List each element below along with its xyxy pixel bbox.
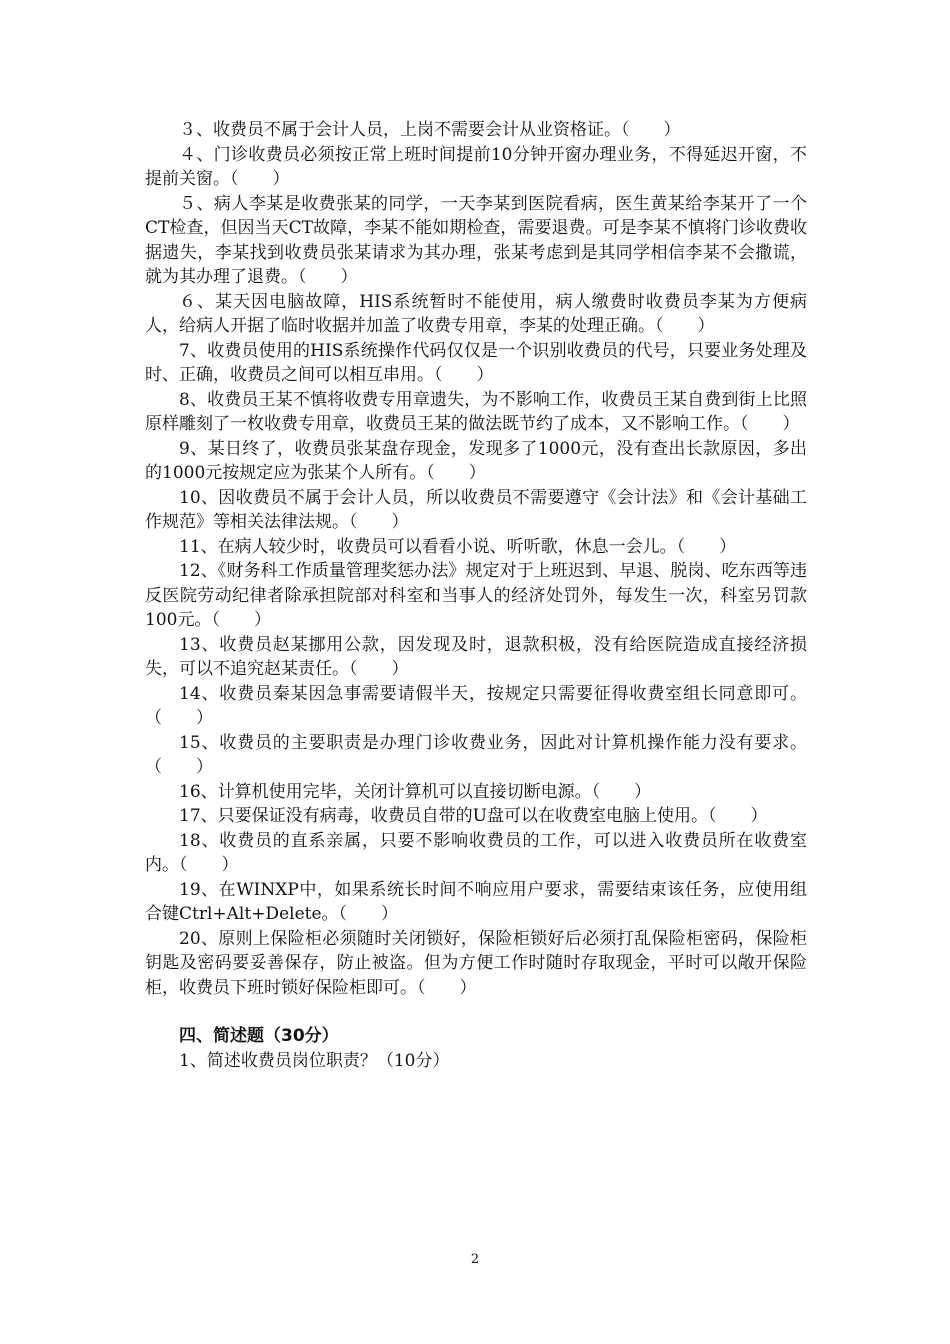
question-18: 18、收费员的直系亲属，只要不影响收费员的工作，可以进入收费员所在收费室内。（ ）	[145, 830, 807, 875]
question-12: 12、《财务科工作质量管理奖惩办法》规定对于上班迟到、早退、脱岗、吃东西等违反医院劳动纪律者除承担院部对科室和当事人的经济处罚外，每发生一次，科室另罚款100元。（ ）	[145, 561, 807, 630]
page-number: 2	[470, 1252, 480, 1267]
question-4: ４、门诊收费员必须按正常上班时间提前10分钟开窗办理业务，不得延迟开窗，不提前关窗。（ ）	[145, 144, 807, 189]
question-19: 19、在WINXP中，如果系统长时间不响应用户要求，需要结束该任务，应使用组合键Ctrl+Alt+Delete。（ ）	[145, 879, 807, 924]
section-title-essay: 四、简述题（30分）	[179, 1026, 339, 1046]
question-3: ３、收费员不属于会计人员，上岗不需要会计从业资格证。（ ）	[179, 120, 681, 140]
question-10: 10、因收费员不属于会计人员，所以收费员不需要遵守《会计法》和《会计基础工作规范》等相关法律法规。（ ）	[145, 487, 807, 532]
question-6: ６、某天因电脑故障，HIS系统暂时不能使用，病人缴费时收费员李某为方便病人，给病人开据了临时收据并加盖了收费专用章，李某的处理正确。（ ）	[145, 291, 807, 336]
page-content	[145, 118, 807, 1073]
question-8: 8、收费员王某不慎将收费专用章遗失，为不影响工作，收费员王某自费到街上比照原样雕刻了一枚收费专用章，收费员王某的做法既节约了成本，又不影响工作。（ ）	[145, 389, 807, 434]
question-15: 15、收费员的主要职责是办理门诊收费业务，因此对计算机操作能力没有要求。（ ）	[145, 732, 807, 777]
essay-question-1: 1、简述收费员岗位职责？（10分）	[179, 1050, 450, 1071]
question-20: 20、原则上保险柜必须随时关闭锁好，保险柜锁好后必须打乱保险柜密码，保险柜钥匙及密码要妥善保存，防止被盗。但为方便工作时随时存取现金，平时可以敞开保险柜，收费员下班时锁好保险柜即可。（ ）	[145, 928, 807, 998]
question-17: 17、只要保证没有病毒，收费员自带的U盘可以在收费室电脑上使用。（ ）	[179, 806, 768, 826]
question-9: 9、某日终了，收费员张某盘存现金，发现多了1000元，没有查出长款原因，多出的1000元按规定应为张某个人所有。（ ）	[145, 438, 807, 483]
question-14: 14、收费员秦某因急事需要请假半天，按规定只需要征得收费室组长同意即可。（ ）	[145, 683, 807, 728]
question-7: 7、收费员使用的HIS系统操作代码仅仅是一个识别收费员的代号，只要业务处理及时、正确，收费员之间可以相互串用。（ ）	[145, 340, 807, 385]
question-13: 13、收费员赵某挪用公款，因发现及时，退款积极，没有给医院造成直接经济损失，可以不追究赵某责任。（ ）	[145, 634, 807, 679]
question-11: 11、在病人较少时，收费员可以看看小说、听听歌，休息一会儿。（ ）	[179, 536, 737, 557]
question-16: 16、计算机使用完毕，关闭计算机可以直接切断电源。（ ）	[179, 781, 652, 802]
question-5: ５、病人李某是收费张某的同学，一天李某到医院看病，医生黄某给李某开了一个CT检查，但因当天CT故障，李某不能如期检查，需要退费。可是李某不慎将门诊收费收据遗失，李某找到收费员张某请求为其办理，张某考虑到是其同学相信李某不会撒谎，就为其办理了退费。（ ）	[145, 193, 807, 287]
